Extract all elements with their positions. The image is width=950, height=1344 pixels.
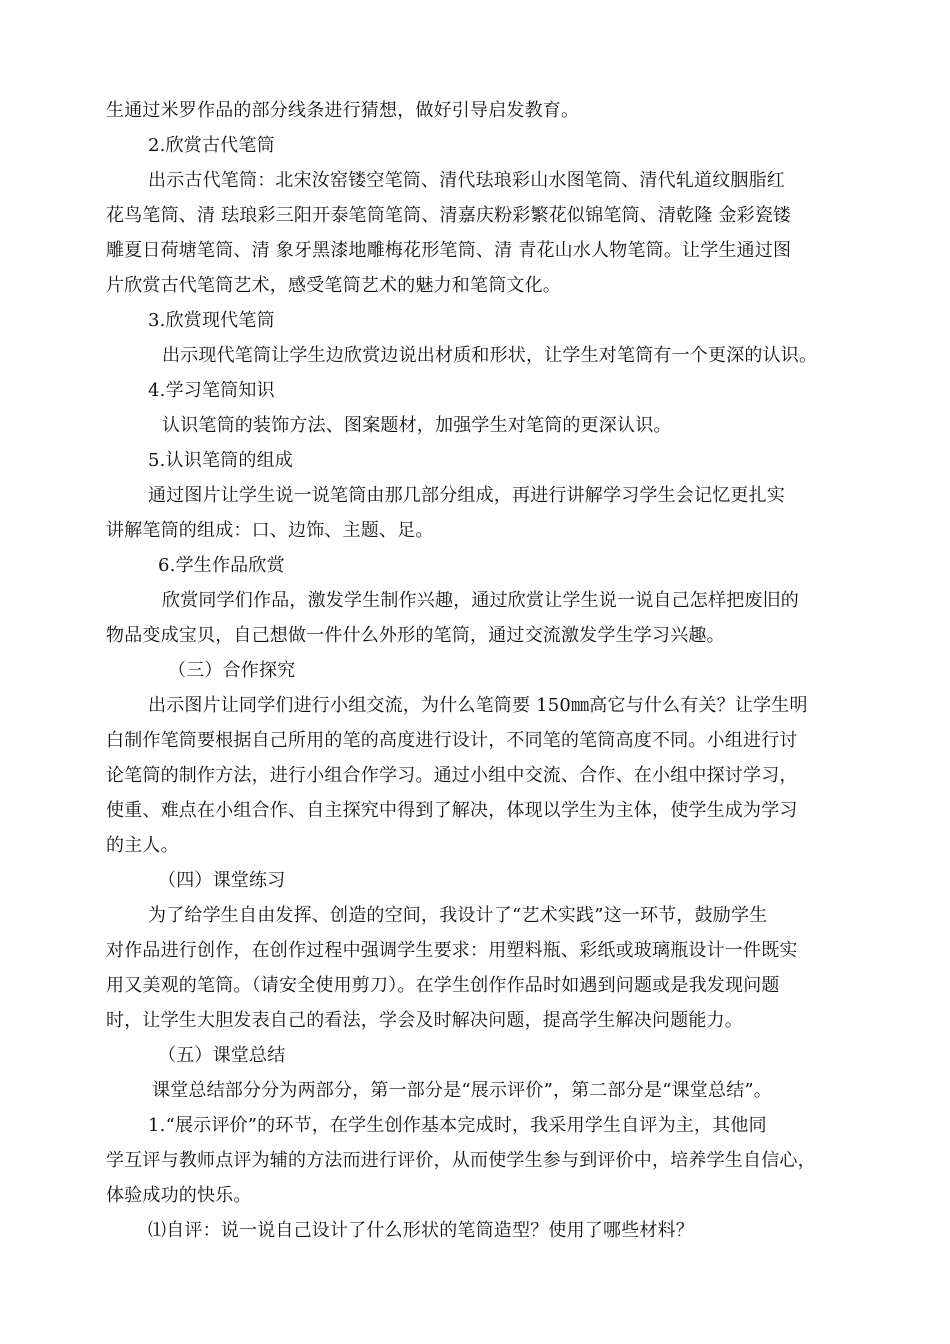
text-line: 认识笔筒的装饰方法、图案题材，加强学生对笔筒的更深认识。 — [162, 415, 672, 436]
text-line: 花鸟笔筒、清 珐琅彩三阳开泰笔筒笔筒、清嘉庆粉彩繁花似锦笔筒、清乾隆 金彩瓷镂 — [106, 205, 792, 226]
text-line: 1.“展示评价”的环节，在学生创作基本完成时，我采用学生自评为主，其他同 — [148, 1115, 767, 1136]
text-line: 出示古代笔筒：北宋汝窑镂空笔筒、清代珐琅彩山水图笔筒、清代轧道纹胭脂红 — [148, 170, 785, 191]
section-heading: 6.学生作品欣赏 — [158, 555, 285, 576]
section-heading: （四）课堂练习 — [158, 870, 286, 891]
text-line: 体验成功的快乐。 — [106, 1185, 252, 1206]
text-line: 出示图片让同学们进行小组交流，为什么笔筒要 150㎜高它与什么有关？让学生明 — [148, 695, 808, 716]
text-line: 对作品进行创作，在创作过程中强调学生要求：用塑料瓶、彩纸或玻璃瓶设计一件既实 — [106, 940, 798, 961]
text-line: 白制作笔筒要根据自己所用的笔的高度进行设计，不同笔的笔筒高度不同。小组进行讨 — [106, 730, 798, 751]
section-heading: （三）合作探究 — [168, 660, 296, 681]
text-line: 时，让学生大胆发表自己的看法，学会及时解决问题，提高学生解决问题能力。 — [106, 1010, 743, 1031]
text-line: 讲解笔筒的组成：口、边饰、主题、足。 — [106, 520, 434, 541]
text-line: 生通过米罗作品的部分线条进行猜想，做好引导启发教育。 — [106, 100, 580, 121]
text-line: 的主人。 — [106, 835, 179, 856]
text-line: 通过图片让学生说一说笔筒由那几部分组成，再进行讲解学习学生会记忆更扎实 — [148, 485, 785, 506]
text-line: 使重、难点在小组合作、自主探究中得到了解决，体现以学生为主体，使学生成为学习 — [106, 800, 798, 821]
text-line: 课堂总结部分分为两部分，第一部分是“展示评价”，第二部分是“课堂总结”。 — [152, 1080, 773, 1101]
text-line: 用又美观的笔筒。（请安全使用剪刀）。在学生创作作品时如遇到问题或是我发现问题 — [106, 975, 780, 996]
section-heading: 3.欣赏现代笔筒 — [148, 310, 275, 331]
text-line: ⑴自评：说一说自己设计了什么形状的笔筒造型？使用了哪些材料？ — [148, 1220, 694, 1241]
text-line: 物品变成宝贝，自己想做一件什么外形的笔筒，通过交流激发学生学习兴趣。 — [106, 625, 725, 646]
section-heading: 4.学习笔筒知识 — [148, 380, 275, 401]
section-heading: 2.欣赏古代笔筒 — [148, 135, 275, 156]
text-line: 欣赏同学们作品，激发学生制作兴趣，通过欣赏让学生说一说自己怎样把废旧的 — [162, 590, 799, 611]
section-heading: 5.认识笔筒的组成 — [148, 450, 293, 471]
text-line: 片欣赏古代笔筒艺术，感受笔筒艺术的魅力和笔筒文化。 — [106, 275, 561, 296]
text-line: 学互评与教师点评为辅的方法而进行评价，从而使学生参与到评价中，培养学生自信心， — [106, 1150, 816, 1171]
text-line: 论笔筒的制作方法，进行小组合作学习。通过小组中交流、合作、在小组中探讨学习， — [106, 765, 798, 786]
text-line: 雕夏日荷塘笔筒、清 象牙黑漆地雕梅花形笔筒、清 青花山水人物笔筒。让学生通过图 — [106, 240, 792, 261]
text-line: 为了给学生自由发挥、创造的空间，我设计了“艺术实践”这一环节，鼓励学生 — [148, 905, 768, 926]
section-heading: （五）课堂总结 — [158, 1045, 286, 1066]
text-line: 出示现代笔筒让学生边欣赏边说出材质和形状，让学生对笔筒有一个更深的认识。 — [162, 345, 818, 366]
